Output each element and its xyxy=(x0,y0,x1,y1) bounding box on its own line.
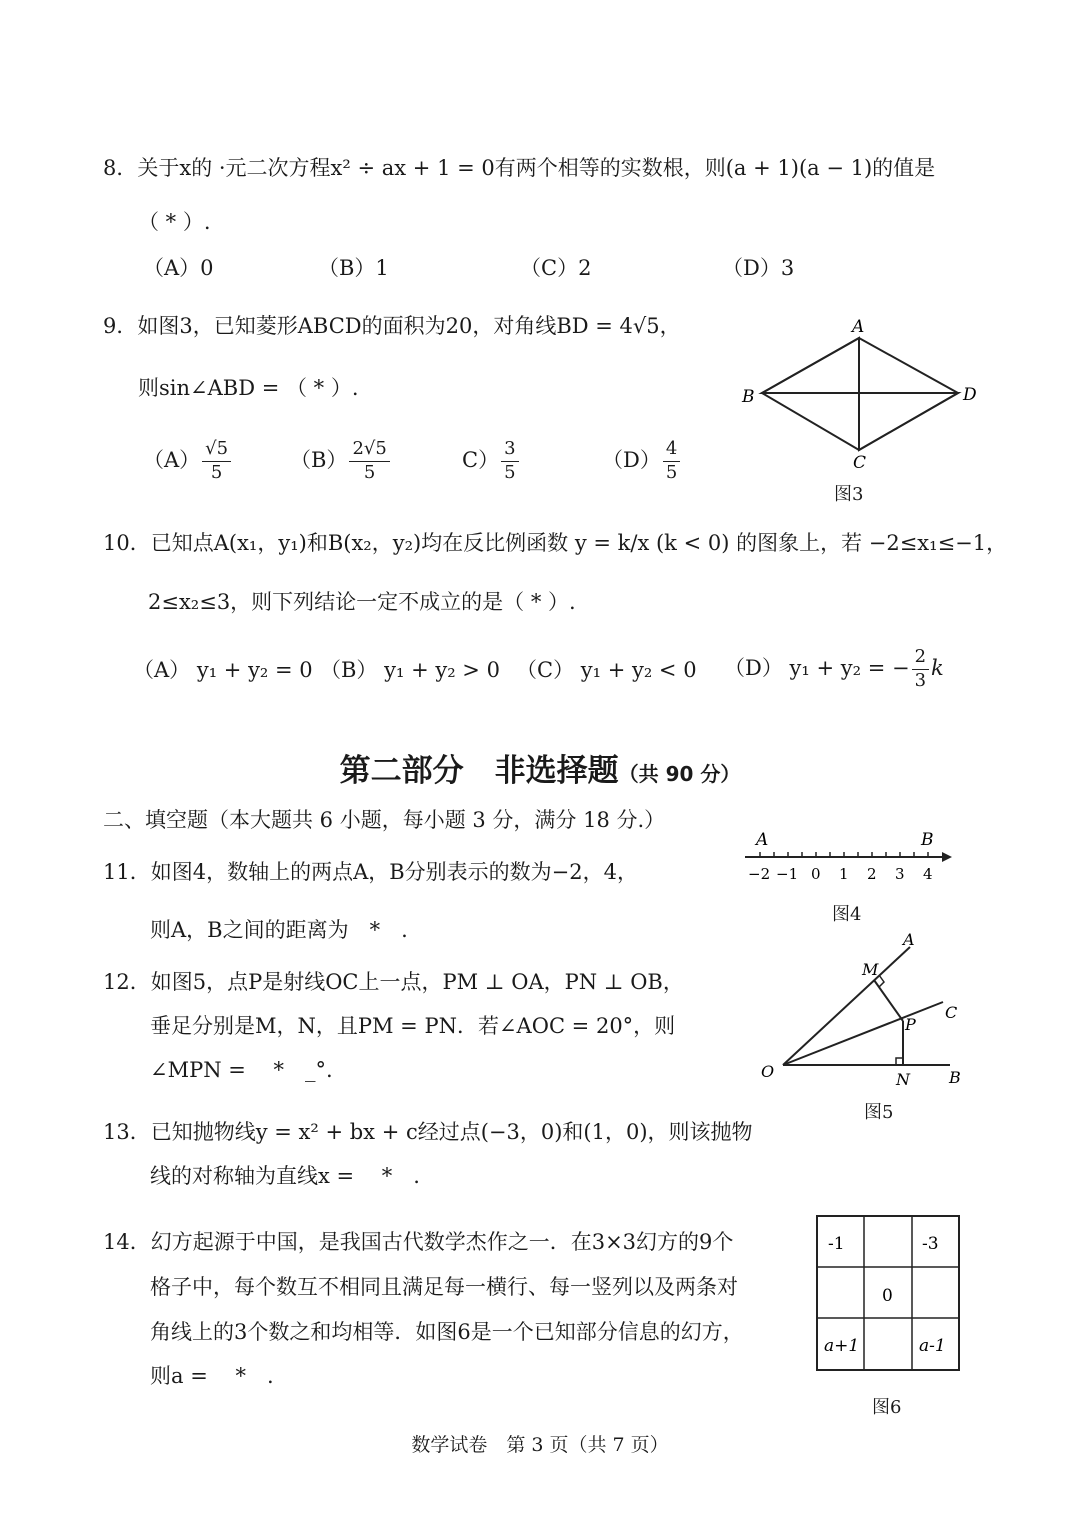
cell-r3c3: a-1 xyxy=(919,1336,946,1356)
part2-title: 第二部分 非选择题 xyxy=(339,753,619,789)
cell-r1c1: -1 xyxy=(828,1234,845,1254)
q9-option-d-den: 5 xyxy=(665,461,678,483)
tick-label-2: 2 xyxy=(867,865,877,883)
magic-square-figure xyxy=(816,1215,962,1373)
q9-option-b-label: （B） xyxy=(290,447,348,472)
q13-line1: 13．已知抛物线y = x² + bx + c经过点(−3，0)和(1，0)，则该抛物 xyxy=(103,1120,753,1144)
q8-line2: （ * ）. xyxy=(138,210,211,234)
tick-label-4: 4 xyxy=(923,865,933,883)
q10-option-c: （C） y₁ + y₂ < 0 xyxy=(516,658,697,682)
q9-line2: 则sin∠ABD = （ * ）. xyxy=(138,376,359,400)
q14-line3: 角线上的3个数之和均相等．如图6是一个已知部分信息的幻方， xyxy=(150,1320,744,1344)
angle-figure xyxy=(755,925,975,1095)
tick-label-1: 1 xyxy=(839,865,849,883)
q8-option-d: （D）3 xyxy=(722,256,795,280)
q9-option-b xyxy=(290,440,392,483)
figure-5-caption: 图5 xyxy=(864,1102,894,1123)
q12-line1: 12．如图5，点P是射线OC上一点，PM ⊥ OA，PN ⊥ OB， xyxy=(103,970,684,994)
q9-option-c-den: 5 xyxy=(504,461,516,483)
tick-label-0: 0 xyxy=(811,865,821,883)
tick-label-neg2: −2 xyxy=(748,865,771,883)
q10-option-d-den: 3 xyxy=(914,669,927,691)
label-a: A xyxy=(852,317,865,337)
q10-option-d-tail: k xyxy=(931,655,944,680)
q10-option-d-num: 2 xyxy=(912,648,929,670)
tick-label-3: 3 xyxy=(895,865,905,883)
page-footer: 数学试卷 第 3 页（共 7 页） xyxy=(411,1434,669,1456)
point-b-label: B xyxy=(921,830,934,850)
figure-6-caption: 图6 xyxy=(872,1397,902,1418)
q9-option-a xyxy=(143,440,233,483)
q13-line2: 线的对称轴为直线x = * . xyxy=(150,1164,420,1188)
number-line-figure xyxy=(740,825,955,890)
rhombus-figure xyxy=(735,312,985,502)
q12-line3: ∠MPN = * _°. xyxy=(150,1058,333,1082)
q9-option-d-num: 4 xyxy=(663,440,680,462)
q9-option-d xyxy=(602,440,682,483)
section2-title: 二、填空题（本大题共 6 小题，每小题 3 分，满分 18 分.） xyxy=(103,808,666,832)
segment-pm xyxy=(874,980,903,1021)
figure-3-caption: 图3 xyxy=(834,484,864,505)
label-p: P xyxy=(905,1015,916,1034)
ray-oa xyxy=(783,947,910,1065)
q8-option-b: （B）1 xyxy=(318,256,389,280)
q9-option-c xyxy=(462,440,521,483)
q12-line2: 垂足分别是M，N，且PM = PN．若∠AOC = 20°，则 xyxy=(150,1014,676,1038)
label-c: C xyxy=(853,453,867,473)
part2-heading xyxy=(0,745,1080,790)
label-n: N xyxy=(896,1070,910,1089)
q10-option-b: （B） y₁ + y₂ > 0 xyxy=(320,658,500,682)
point-a-label: A xyxy=(756,830,769,850)
label-a: A xyxy=(903,930,915,949)
right-angle-m xyxy=(879,975,884,987)
label-b: B xyxy=(742,387,755,407)
q14-line1: 14．幻方起源于中国，是我国古代数学杰作之一．在3×3幻方的9个 xyxy=(103,1230,734,1254)
q9-option-b-num: 2√5 xyxy=(349,440,389,462)
q9-option-d-label: （D） xyxy=(602,447,661,472)
q10-line1: 10．已知点A(x₁，y₁)和B(x₂，y₂)均在反比例函数 y = k/x (k < 0) 的图象上，若 −2≤x₁≤−1， xyxy=(103,531,1008,555)
q9-option-c-num: 3 xyxy=(501,440,518,462)
q8-line1: 8．关于x的 ·元二次方程x² ÷ ax + 1 = 0有两个相等的实数根，则(a + 1)(a − 1)的值是 xyxy=(103,156,936,180)
cell-r1c3: -3 xyxy=(922,1234,939,1254)
q9-option-b-den: 5 xyxy=(363,461,376,483)
q9-line1: 9．如图3，已知菱形ABCD的面积为20，对角线BD = 4√5， xyxy=(103,314,681,338)
q10-option-d xyxy=(724,648,944,691)
cell-r2c2: 0 xyxy=(882,1286,893,1306)
tick-label-neg1: −1 xyxy=(776,865,799,883)
right-angle-n xyxy=(896,1058,903,1065)
q9-option-a-den: 5 xyxy=(210,461,223,483)
q8-option-a: （A）0 xyxy=(143,256,214,280)
label-c: C xyxy=(945,1003,958,1022)
q9-option-a-num: √5 xyxy=(202,440,231,462)
ray-oc xyxy=(783,1002,943,1065)
q14-line4: 则a = * . xyxy=(150,1364,274,1388)
q10-option-d-label: （D） y₁ + y₂ = − xyxy=(724,655,910,680)
q9-option-c-label: C） xyxy=(462,447,500,472)
label-m: M xyxy=(862,960,879,979)
label-d: D xyxy=(963,385,977,405)
label-o: O xyxy=(761,1062,775,1081)
q10-option-a: （A） y₁ + y₂ = 0 xyxy=(133,658,313,682)
label-b: B xyxy=(949,1068,961,1087)
figure-4-caption: 图4 xyxy=(832,904,862,925)
q10-line2: 2≤x₂≤3，则下列结论一定不成立的是（ * ）. xyxy=(148,590,576,614)
q11-line2: 则A，B之间的距离为 * . xyxy=(150,918,408,942)
part2-subtitle: （共 90 分） xyxy=(618,762,741,786)
q9-option-a-label: （A） xyxy=(143,447,201,472)
axis-arrow xyxy=(942,852,952,862)
q14-line2: 格子中，每个数互不相同且满足每一横行、每一竖列以及两条对 xyxy=(150,1275,738,1299)
q11-line1: 11．如图4，数轴上的两点A，B分别表示的数为−2，4， xyxy=(103,860,638,884)
cell-r3c1: a+1 xyxy=(824,1336,860,1356)
q8-option-c: （C）2 xyxy=(520,256,592,280)
